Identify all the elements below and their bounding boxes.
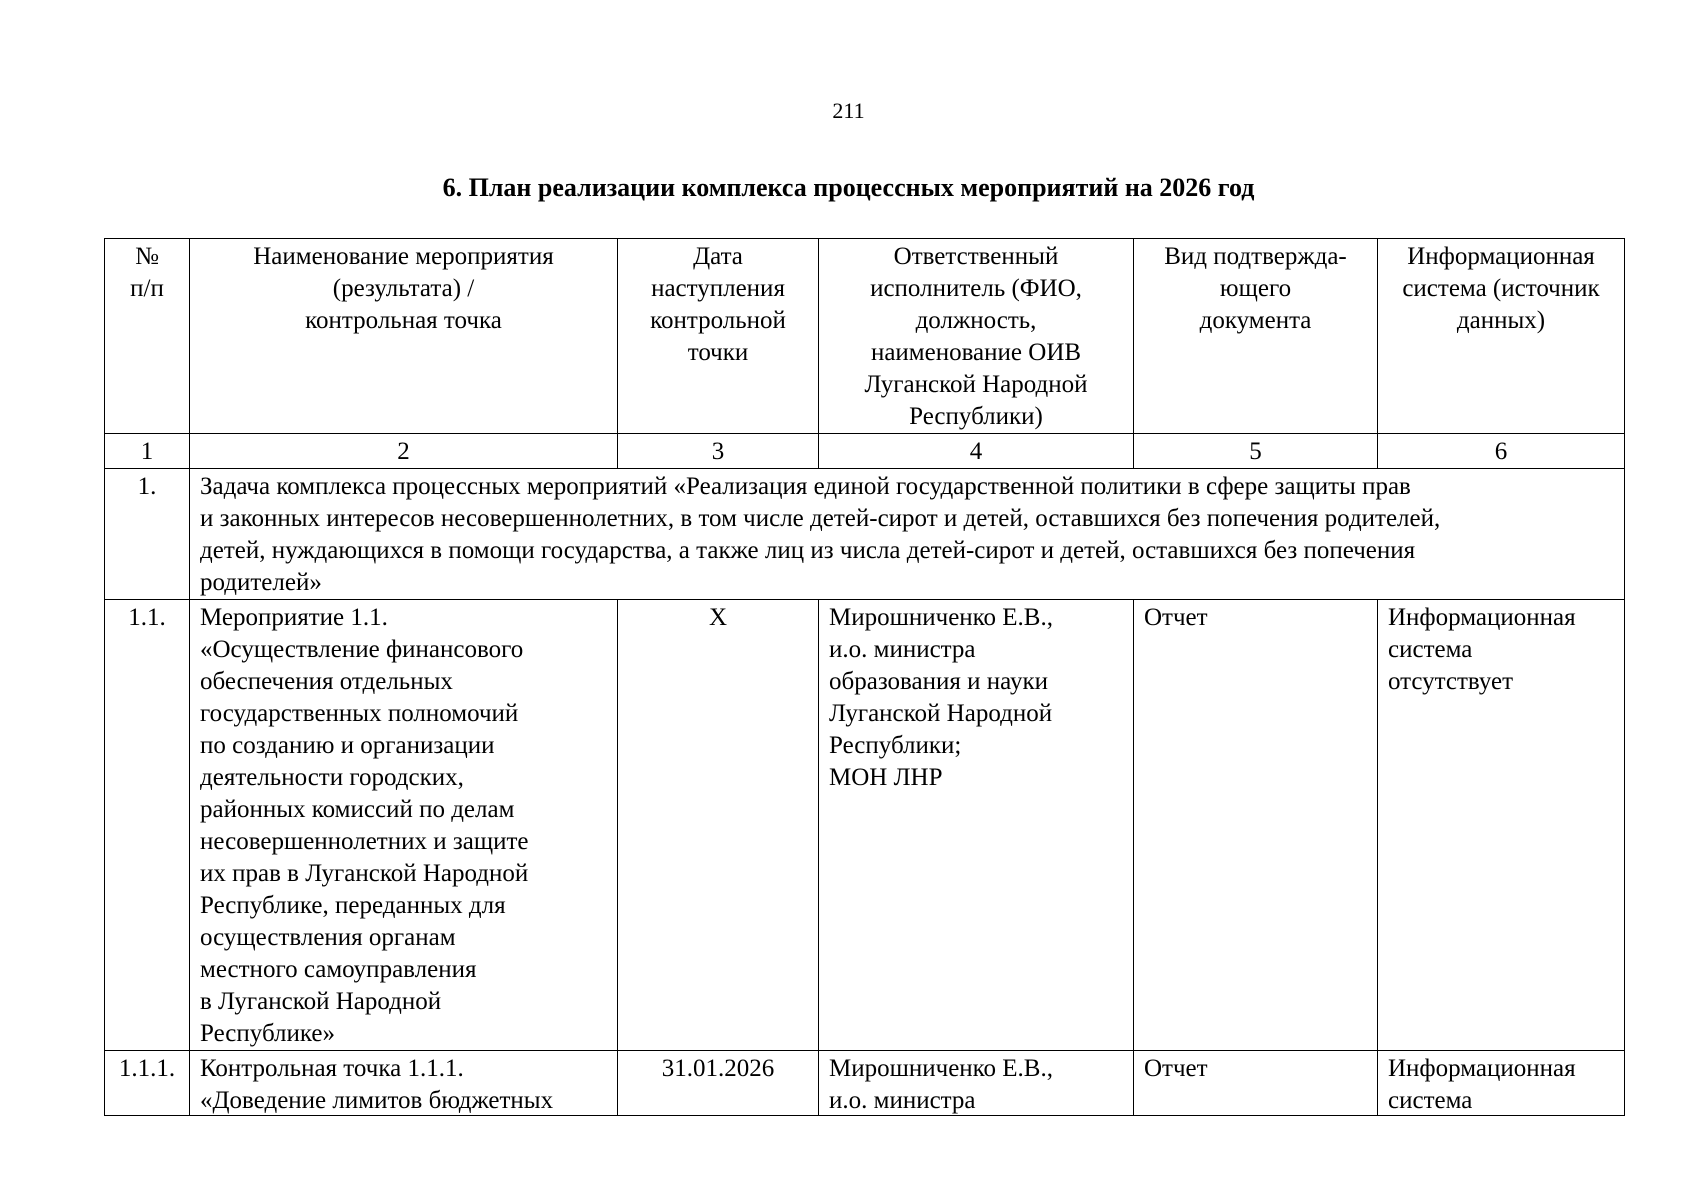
- table-row: [105, 600, 1625, 1051]
- row-info-system: Информационная система: [1378, 1051, 1625, 1116]
- document-title: 6. План реализации комплекса процессных мероприятий на 2026 год: [442, 173, 1255, 202]
- column-number: 1: [105, 434, 190, 469]
- task-row: [105, 469, 1625, 600]
- column-number: 6: [1378, 434, 1625, 469]
- row-number: 1.1.: [105, 600, 190, 1051]
- row-responsible: Мирошниченко Е.В., и.о. министра: [819, 1051, 1134, 1116]
- page-number: 211: [832, 98, 865, 123]
- row-name: Мероприятие 1.1. «Осуществление финансового обеспечения отдельных государственных полномочий по созданию и организации деятельности городских, районных комиссий по делам несовершеннолетних и защите их прав в Луганской Народной Республике, переданных для осуществления органам местного самоуправления в Луганской Народной Республике»: [190, 600, 618, 1051]
- column-number: 2: [190, 434, 618, 469]
- row-date: X: [618, 600, 819, 1051]
- task-text: Задача комплекса процессных мероприятий «Реализация единой государственной политики в сфере защиты прав и законных интересов несовершеннолетних, в том числе детей-сирот и детей, оставшихся без попечения родителей, детей, нуждающихся в помощи государства, а также лиц из числа детей-сирот и детей, оставшихся без попечения родителей»: [190, 469, 1625, 600]
- column-number: 4: [819, 434, 1134, 469]
- plan-table: [104, 238, 1625, 1116]
- header-date: Дата наступления контрольной точки: [618, 239, 819, 434]
- row-number: 1.1.1.: [105, 1051, 190, 1116]
- row-name: Контрольная точка 1.1.1. «Доведение лимитов бюджетных: [190, 1051, 618, 1116]
- row-date: 31.01.2026: [618, 1051, 819, 1116]
- header-info-system: Информационная система (источник данных): [1378, 239, 1625, 434]
- table-row: [105, 1051, 1625, 1116]
- column-number: 3: [618, 434, 819, 469]
- header-responsible: Ответственный исполнитель (ФИО, должность, наименование ОИВ Луганской Народной Республики): [819, 239, 1134, 434]
- task-number: 1.: [105, 469, 190, 600]
- table-header-row: [105, 239, 1625, 434]
- header-document: Вид подтвержда- ющего документа: [1134, 239, 1378, 434]
- row-document: Отчет: [1134, 600, 1378, 1051]
- column-number-row: [105, 434, 1625, 469]
- row-document: Отчет: [1134, 1051, 1378, 1116]
- header-name: Наименование мероприятия (результата) / контрольная точка: [190, 239, 618, 434]
- row-responsible: Мирошниченко Е.В., и.о. министра образования и науки Луганской Народной Республики; МОН ЛНР: [819, 600, 1134, 1051]
- column-number: 5: [1134, 434, 1378, 469]
- row-info-system: Информационная система отсутствует: [1378, 600, 1625, 1051]
- header-number: № п/п: [105, 239, 190, 434]
